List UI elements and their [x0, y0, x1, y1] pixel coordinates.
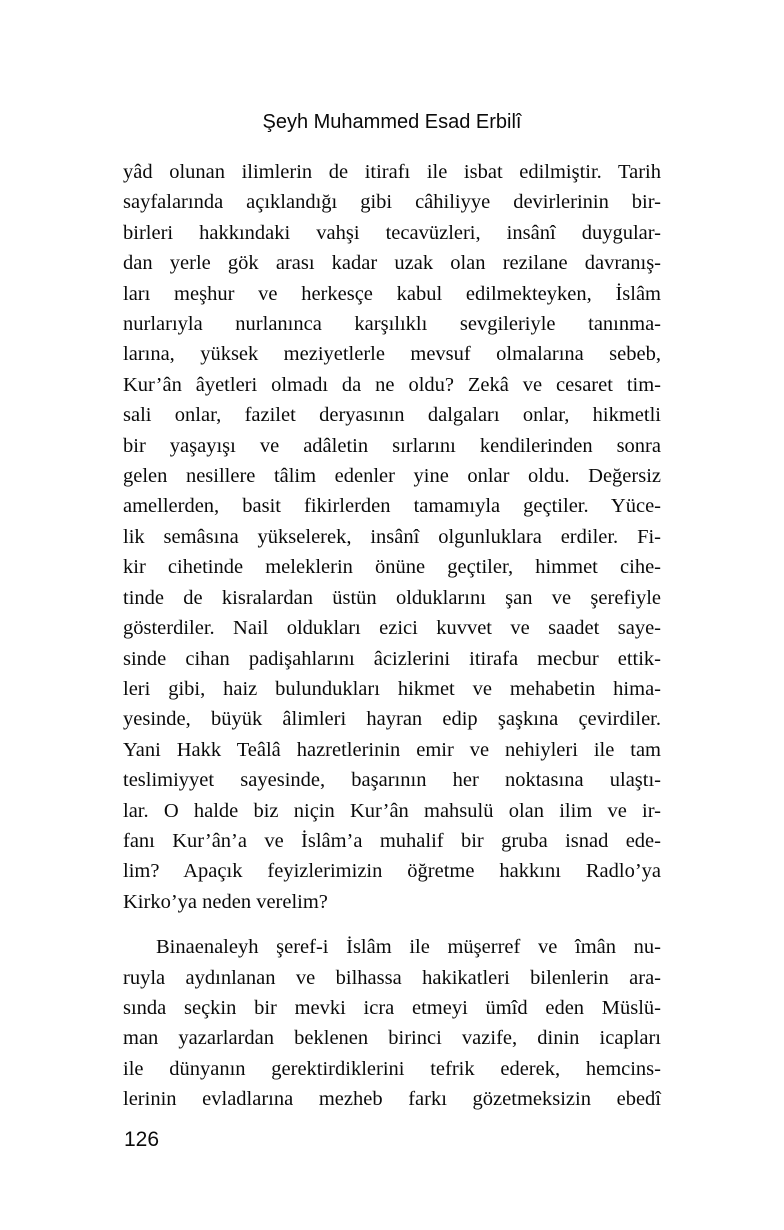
text-line: Binaenaleyh şeref-i İslâm ile müşerref ve îmân nu-: [156, 936, 661, 959]
text-line: dan yerle gök arası kadar uzak olan rezilane davranış-: [123, 252, 661, 275]
text-line: fanı Kur’ân’a ve İslâm’a muhalif bir gruba isnad ede-: [123, 829, 661, 852]
text-line: lik semâsına yükselerek, insânî olgunluklara erdiler. Fi-: [123, 525, 661, 548]
text-line: Yani Hakk Teâlâ hazretlerinin emir ve nehiyleri ile tam: [123, 738, 661, 761]
text-line: Kirko’ya neden verelim?: [123, 890, 328, 913]
text-line: gösterdiler. Nail oldukları ezici kuvvet ve saadet saye-: [123, 617, 661, 640]
running-header: Şeyh Muhammed Esad Erbilî: [262, 111, 522, 133]
page-number: 126: [124, 1128, 160, 1151]
text-line: nurlarıyla nurlanınca karşılıklı sevgileriyle tanınma-: [123, 313, 661, 336]
text-line: tinde de kisralardan üstün olduklarını şan ve şerefiyle: [123, 586, 661, 609]
text-line: teslimiyyet sayesinde, başarının her noktasına ulaştı-: [123, 769, 661, 792]
text-line: sında seçkin bir mevki icra etmeyi ümîd eden Müslü-: [123, 996, 661, 1019]
text-line: sinde cihan padişahlarını âcizlerini itirafa mecbur ettik-: [123, 647, 661, 670]
text-line: birleri hakkındaki vahşi tecavüzleri, insânî duygular-: [123, 221, 661, 244]
paragraph: [123, 932, 661, 1114]
text-line: leri gibi, haiz bulundukları hikmet ve mehabetin hima-: [123, 677, 661, 700]
text-line: lim? Apaçık feyizlerimizin öğretme hakkını Radlo’ya: [123, 860, 661, 883]
text-line: Kur’ân âyetleri olmadı da ne oldu? Zekâ ve cesaret tim-: [123, 373, 661, 396]
text-line: larına, yüksek meziyetlerle mevsuf olmalarına sebeb,: [123, 343, 661, 366]
text-line: sali onlar, fazilet deryasının dalgaları onlar, hikmetli: [123, 404, 661, 427]
text-line: gelen nesillere tâlim edenler yine onlar oldu. Değersiz: [123, 465, 661, 488]
text-line: lerinin evladlarına mezheb farkı gözetmeksizin ebedî: [123, 1088, 661, 1111]
text-line: sayfalarında açıklandığı gibi câhiliyye devirlerinin bir-: [123, 191, 661, 214]
text-line: yâd olunan ilimlerin de itirafı ile isbat edilmiştir. Tarih: [123, 161, 661, 183]
text-line: yesinde, büyük âlimleri hayran edip şaşkına çevirdiler.: [123, 708, 661, 731]
text-line: ruyla aydınlanan ve bilhassa hakikatleri bilenlerin ara-: [123, 966, 661, 989]
paragraph: [123, 157, 661, 917]
text-line: ları meşhur ve herkesçe kabul edilmekteyken, İslâm: [123, 282, 661, 305]
text-line: man yazarlardan beklenen birinci vazife, dinin icapları: [123, 1027, 661, 1050]
text-line: bir yaşayışı ve adâletin sırlarını kendilerinden sonra: [123, 434, 661, 457]
text-line: lar. O halde biz niçin Kur’ân mahsulü olan ilim ve ir-: [123, 799, 661, 822]
text-line: amellerden, basit fikirlerden tamamıyla geçtiler. Yüce-: [123, 495, 661, 518]
body-text: [123, 157, 661, 1115]
text-line: kir cihetinde meleklerin önüne geçtiler, himmet cihe-: [123, 556, 661, 579]
text-line: ile dünyanın gerektirdiklerini tefrik ederek, hemcins-: [123, 1057, 661, 1080]
